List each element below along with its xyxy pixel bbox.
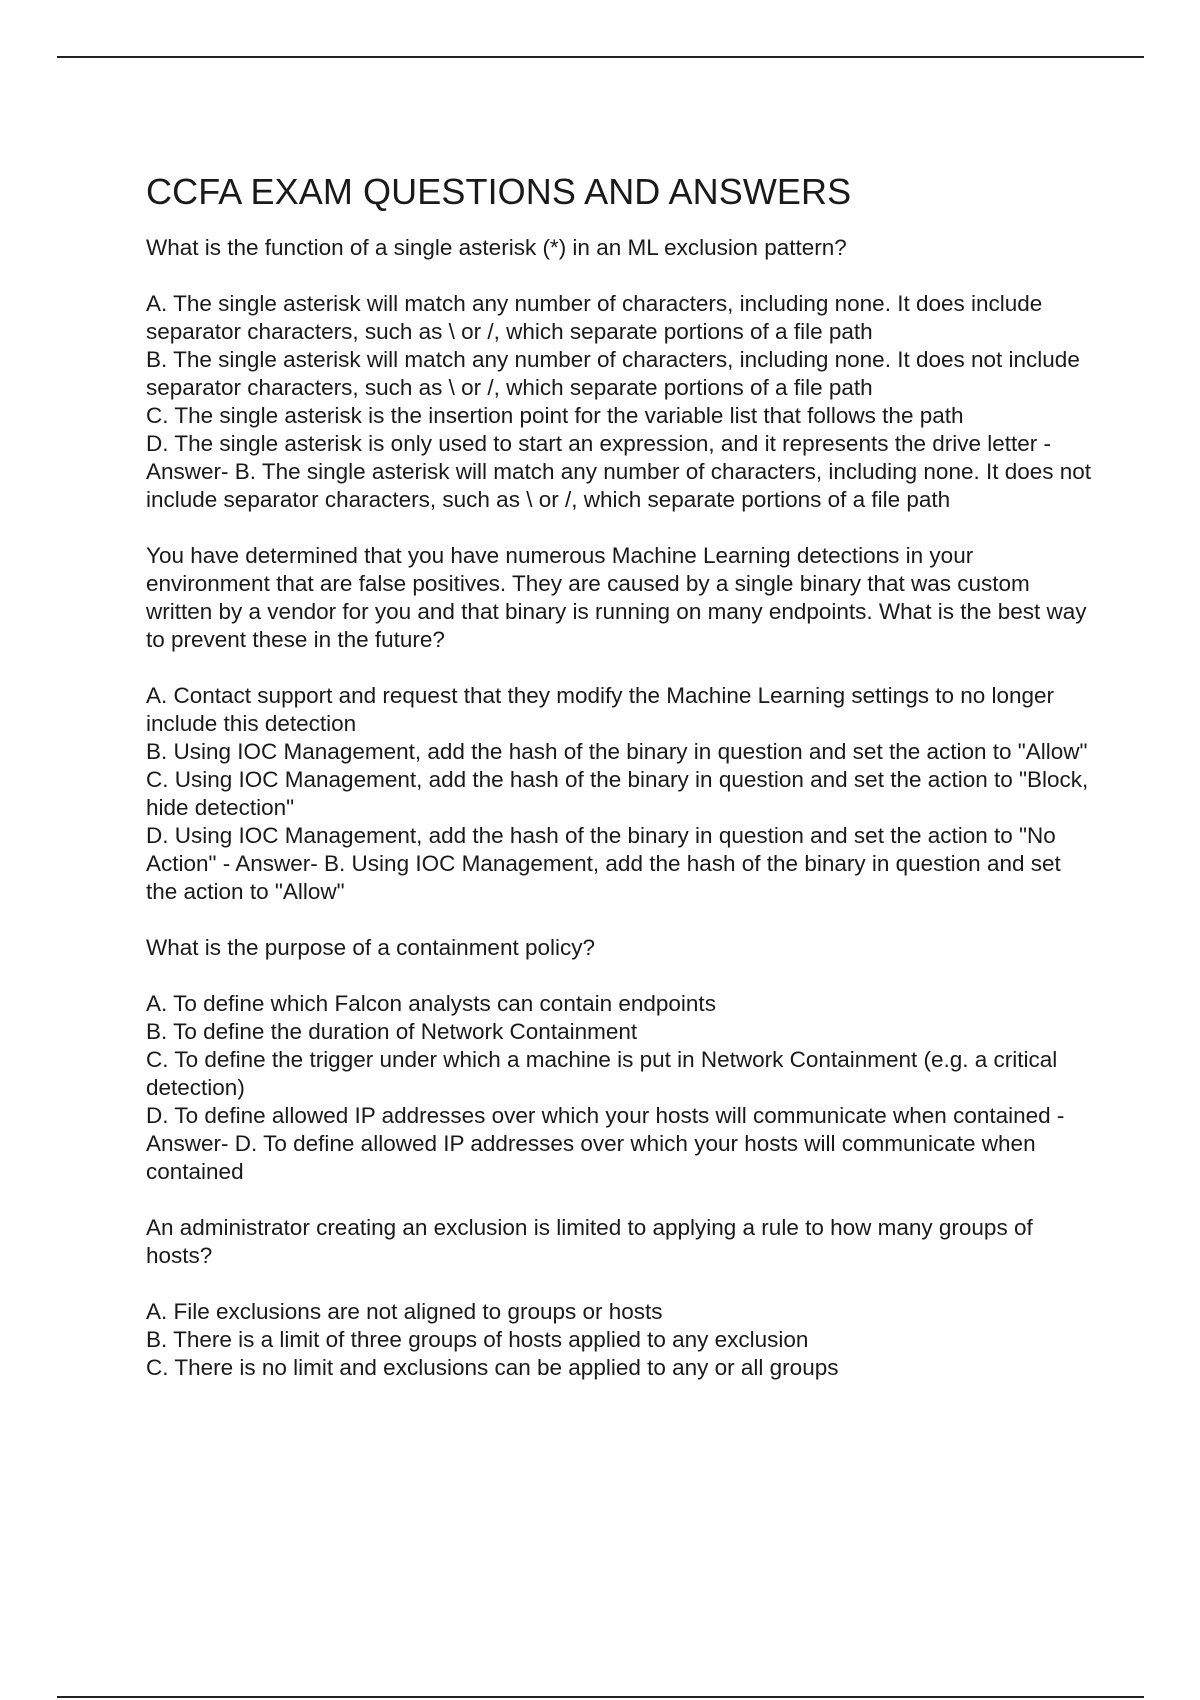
option-d-with-answer: D. Using IOC Management, add the hash of the binary in question and set the action to "No Action" - Answer- B. Using IOC Management, add the hash of the binary in question and set the action to "Allow" xyxy=(146,823,1061,904)
question-block xyxy=(146,542,1096,906)
page-content xyxy=(146,170,1096,1410)
answer-options xyxy=(146,682,1096,906)
question-text: What is the purpose of a containment policy? xyxy=(146,935,596,960)
answer-options xyxy=(146,1298,1096,1382)
question-block xyxy=(146,1214,1096,1382)
bottom-rule xyxy=(57,1696,1144,1698)
top-rule xyxy=(57,56,1144,58)
option-b: B. The single asterisk will match any number of characters, including none. It does not include separator characters, such as \ or /, which separate portions of a file path xyxy=(146,347,1080,400)
answer-options xyxy=(146,290,1096,514)
answer-options xyxy=(146,990,1096,1186)
option-b: B. To define the duration of Network Containment xyxy=(146,1019,638,1044)
option-a: A. To define which Falcon analysts can contain endpoints xyxy=(146,991,716,1016)
question-block xyxy=(146,234,1096,514)
option-a: A. The single asterisk will match any number of characters, including none. It does include separator characters, such as \ or /, which separate portions of a file path xyxy=(146,291,1043,344)
option-c: C. There is no limit and exclusions can be applied to any or all groups xyxy=(146,1355,839,1380)
option-a: A. Contact support and request that they modify the Machine Learning settings to no longer include this detection xyxy=(146,683,1055,736)
question-text: What is the function of a single asterisk (*) in an ML exclusion pattern? xyxy=(146,235,847,260)
option-b: B. Using IOC Management, add the hash of the binary in question and set the action to "Allow" xyxy=(146,739,1088,764)
option-b: B. There is a limit of three groups of hosts applied to any exclusion xyxy=(146,1327,809,1352)
question-text: An administrator creating an exclusion is limited to applying a rule to how many groups of hosts? xyxy=(146,1215,1033,1268)
option-c: C. Using IOC Management, add the hash of the binary in question and set the action to "Block, hide detection" xyxy=(146,767,1089,820)
page-title: CCFA EXAM QUESTIONS AND ANSWERS xyxy=(146,171,852,212)
option-c: C. To define the trigger under which a machine is put in Network Containment (e.g. a critical detection) xyxy=(146,1047,1058,1100)
option-d-with-answer: D. The single asterisk is only used to start an expression, and it represents the drive letter - Answer- B. The single asterisk will match any number of characters, including none. It does not include separator characters, such as \ or /, which separate portions of a file path xyxy=(146,431,1092,512)
option-c: C. The single asterisk is the insertion point for the variable list that follows the path xyxy=(146,403,964,428)
question-text: You have determined that you have numerous Machine Learning detections in your environment that are false positives. They are caused by a single binary that was custom written by a vendor for you and that binary is running on many endpoints. What is the best way to prevent these in the future? xyxy=(146,543,1087,652)
question-block xyxy=(146,934,1096,1186)
option-a: A. File exclusions are not aligned to groups or hosts xyxy=(146,1299,663,1324)
option-d-with-answer: D. To define allowed IP addresses over which your hosts will communicate when contained - Answer- D. To define allowed IP addresses over which your hosts will communicate when contained xyxy=(146,1103,1065,1184)
